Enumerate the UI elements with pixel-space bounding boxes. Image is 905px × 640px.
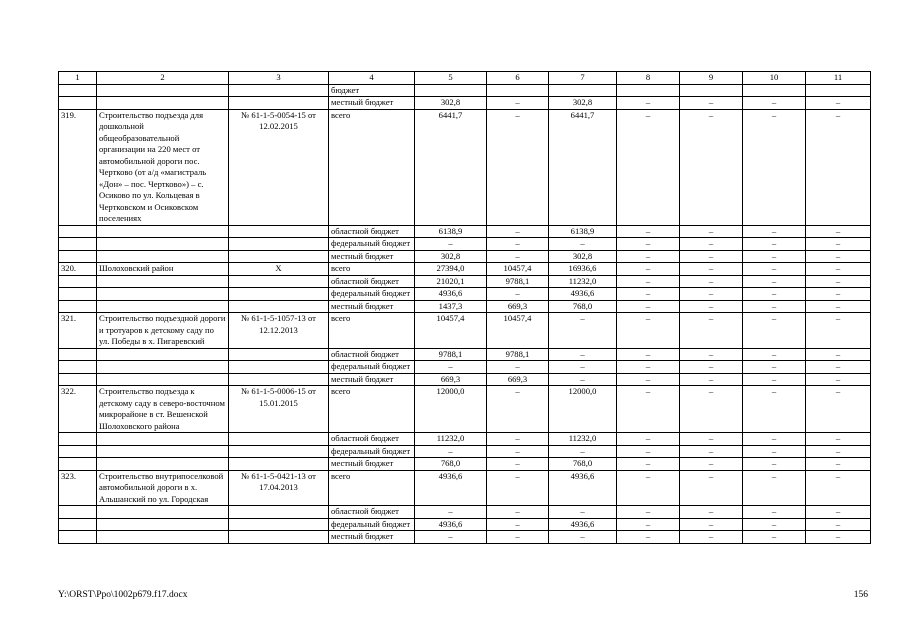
column-header-6: 6: [487, 72, 549, 85]
table-cell: –: [549, 238, 617, 251]
table-cell: 768,0: [549, 458, 617, 471]
table-cell: [59, 373, 97, 386]
table-cell: –: [743, 313, 806, 349]
table-cell: –: [680, 348, 743, 361]
table-cell: [59, 531, 97, 544]
table-cell: 768,0: [549, 300, 617, 313]
table-cell: 11232,0: [415, 433, 487, 446]
table-cell: 1437,3: [415, 300, 487, 313]
table-cell: [97, 361, 229, 374]
table-cell: местный бюджет: [329, 458, 415, 471]
table-cell: [743, 84, 806, 97]
table-cell: [229, 97, 329, 110]
table-cell: –: [415, 531, 487, 544]
table-cell: –: [680, 361, 743, 374]
table-cell: –: [487, 225, 549, 238]
table-cell: –: [806, 288, 871, 301]
table-row: [59, 348, 871, 361]
table-cell: –: [617, 97, 680, 110]
table-cell: 323.: [59, 470, 97, 506]
table-cell: областной бюджет: [329, 506, 415, 519]
table-cell: –: [549, 531, 617, 544]
table-cell: [97, 97, 229, 110]
table-cell: –: [806, 238, 871, 251]
table-cell: [229, 250, 329, 263]
table-cell: –: [617, 458, 680, 471]
table-row: [59, 433, 871, 446]
table-cell: [97, 445, 229, 458]
table-cell: –: [617, 238, 680, 251]
table-cell: 9788,1: [415, 348, 487, 361]
table-cell: 669,3: [487, 373, 549, 386]
table-cell: [59, 84, 97, 97]
table-row: [59, 109, 871, 225]
table-cell: –: [806, 386, 871, 433]
table-cell: [97, 458, 229, 471]
table-cell: [97, 288, 229, 301]
table-row: [59, 275, 871, 288]
column-header-2: 2: [97, 72, 229, 85]
table-cell: всего: [329, 470, 415, 506]
table-cell: –: [617, 109, 680, 225]
column-header-3: 3: [229, 72, 329, 85]
table-cell: 6138,9: [549, 225, 617, 238]
table-cell: [617, 84, 680, 97]
table-cell: [97, 373, 229, 386]
table-cell: местный бюджет: [329, 97, 415, 110]
table-cell: –: [806, 361, 871, 374]
table-cell: –: [617, 386, 680, 433]
table-cell: –: [549, 348, 617, 361]
table-cell: –: [680, 288, 743, 301]
table-cell: –: [415, 361, 487, 374]
table-cell: –: [549, 445, 617, 458]
table-cell: –: [743, 433, 806, 446]
table-cell: № 61-1-5-0421-13 от 17.04.2013: [229, 470, 329, 506]
table-cell: –: [743, 458, 806, 471]
column-header-5: 5: [415, 72, 487, 85]
table-cell: [680, 84, 743, 97]
table-cell: всего: [329, 313, 415, 349]
table-cell: 302,8: [415, 250, 487, 263]
table-cell: –: [549, 506, 617, 519]
table-cell: [59, 97, 97, 110]
table-cell: местный бюджет: [329, 300, 415, 313]
table-cell: –: [806, 470, 871, 506]
table-cell: областной бюджет: [329, 348, 415, 361]
table-cell: [59, 458, 97, 471]
table-cell: 6441,7: [415, 109, 487, 225]
table-cell: –: [743, 445, 806, 458]
table-cell: 4936,6: [415, 288, 487, 301]
table-cell: [97, 300, 229, 313]
table-cell: федеральный бюджет: [329, 518, 415, 531]
table-cell: –: [617, 313, 680, 349]
table-cell: –: [806, 506, 871, 519]
table-cell: [59, 238, 97, 251]
table-cell: 4936,6: [415, 518, 487, 531]
table-cell: –: [680, 373, 743, 386]
table-cell: 320.: [59, 263, 97, 276]
table-cell: –: [415, 506, 487, 519]
table-row: [59, 470, 871, 506]
table-cell: –: [617, 373, 680, 386]
table-cell: [229, 84, 329, 97]
table-cell: –: [680, 263, 743, 276]
table-cell: –: [743, 506, 806, 519]
table-cell: –: [617, 518, 680, 531]
table-cell: –: [806, 275, 871, 288]
table-cell: 302,8: [549, 97, 617, 110]
table-cell: –: [743, 361, 806, 374]
table-cell: [415, 84, 487, 97]
table-body: [59, 84, 871, 543]
table-cell: [549, 84, 617, 97]
table-cell: Строительство подъезда для дошкольной общеобразовательной организации на 220 мест от автомобильной дороги пос. Чертково (от а/д «магистраль «Дон» – пос. Чертково») – с. Осиково по ул. Кольцевая в Чертковском и Осиковском поселениях: [97, 109, 229, 225]
table-row: [59, 361, 871, 374]
table-cell: –: [806, 300, 871, 313]
table-cell: № 61-1-5-0054-15 от 12.02.2015: [229, 109, 329, 225]
table-cell: 9788,1: [487, 348, 549, 361]
table-cell: местный бюджет: [329, 250, 415, 263]
table-cell: 10457,4: [487, 263, 549, 276]
table-cell: [59, 518, 97, 531]
table-cell: –: [680, 238, 743, 251]
table-row: [59, 506, 871, 519]
table-cell: –: [743, 275, 806, 288]
table-cell: –: [743, 348, 806, 361]
table-cell: [229, 238, 329, 251]
table-row: [59, 225, 871, 238]
table-cell: 10457,4: [487, 313, 549, 349]
table-cell: [229, 348, 329, 361]
table-cell: –: [743, 263, 806, 276]
table-cell: Шолоховский район: [97, 263, 229, 276]
table-cell: всего: [329, 263, 415, 276]
table-cell: [97, 433, 229, 446]
table-cell: –: [487, 109, 549, 225]
table-cell: –: [680, 433, 743, 446]
table-cell: –: [680, 506, 743, 519]
table-cell: –: [806, 348, 871, 361]
table-cell: –: [617, 470, 680, 506]
table-cell: –: [806, 225, 871, 238]
table-cell: 11232,0: [549, 275, 617, 288]
table-cell: –: [743, 470, 806, 506]
table-cell: областной бюджет: [329, 225, 415, 238]
column-header-7: 7: [549, 72, 617, 85]
table-cell: –: [743, 288, 806, 301]
table-cell: [229, 531, 329, 544]
table-cell: –: [743, 250, 806, 263]
table-cell: [229, 373, 329, 386]
column-header-9: 9: [680, 72, 743, 85]
table-row: [59, 386, 871, 433]
table-cell: –: [617, 250, 680, 263]
table-cell: –: [617, 263, 680, 276]
table-cell: 321.: [59, 313, 97, 349]
table-cell: 4936,6: [415, 470, 487, 506]
table-cell: [59, 288, 97, 301]
table-cell: –: [680, 97, 743, 110]
table-cell: –: [415, 238, 487, 251]
table-cell: [59, 250, 97, 263]
table-row: [59, 531, 871, 544]
table-cell: 319.: [59, 109, 97, 225]
table-row: [59, 263, 871, 276]
table-cell: –: [617, 275, 680, 288]
table-cell: –: [743, 373, 806, 386]
table-cell: 669,3: [487, 300, 549, 313]
column-header-4: 4: [329, 72, 415, 85]
table-cell: [97, 348, 229, 361]
table-cell: 12000,0: [415, 386, 487, 433]
table-cell: –: [617, 445, 680, 458]
table-cell: [59, 433, 97, 446]
table-cell: Строительство внутрипоселковой автомобильной дороги в х. Альшанский по ул. Городская: [97, 470, 229, 506]
table-cell: –: [487, 97, 549, 110]
table-cell: –: [549, 361, 617, 374]
table-cell: –: [617, 288, 680, 301]
table-cell: 10457,4: [415, 313, 487, 349]
table-cell: –: [806, 531, 871, 544]
table-cell: [59, 506, 97, 519]
table-cell: –: [743, 300, 806, 313]
table-cell: –: [680, 275, 743, 288]
table-cell: –: [487, 445, 549, 458]
table-row: [59, 288, 871, 301]
table-cell: 669,3: [415, 373, 487, 386]
table-cell: [229, 225, 329, 238]
table-row: [59, 518, 871, 531]
table-cell: –: [487, 250, 549, 263]
table-cell: –: [680, 109, 743, 225]
table-cell: –: [487, 288, 549, 301]
table-cell: 4936,6: [549, 470, 617, 506]
table-cell: –: [549, 373, 617, 386]
file-path: Y:\ORST\Ppo\1002p679.f17.docx: [58, 590, 188, 600]
table-row: [59, 238, 871, 251]
table-cell: [806, 84, 871, 97]
table-cell: –: [743, 386, 806, 433]
table-cell: –: [487, 506, 549, 519]
table-cell: [229, 518, 329, 531]
table-cell: федеральный бюджет: [329, 288, 415, 301]
table-cell: 27394,0: [415, 263, 487, 276]
table-cell: Строительство подъезда к детскому саду в северо-восточном микрорайоне в ст. Вешенской Шолоховского района: [97, 386, 229, 433]
table-cell: –: [680, 313, 743, 349]
table-cell: № 61-1-5-0006-15 от 15.01.2015: [229, 386, 329, 433]
table-cell: –: [743, 238, 806, 251]
table-cell: [229, 288, 329, 301]
table-cell: [59, 361, 97, 374]
table-cell: –: [680, 470, 743, 506]
table-cell: федеральный бюджет: [329, 238, 415, 251]
budget-table: [58, 71, 871, 544]
table-cell: –: [806, 373, 871, 386]
page-number: 156: [853, 590, 868, 600]
table-cell: –: [806, 263, 871, 276]
table-cell: [97, 275, 229, 288]
table-cell: –: [487, 238, 549, 251]
table-cell: всего: [329, 109, 415, 225]
table-cell: [229, 445, 329, 458]
table-cell: местный бюджет: [329, 373, 415, 386]
table-cell: –: [487, 518, 549, 531]
table-cell: [229, 275, 329, 288]
table-cell: всего: [329, 386, 415, 433]
table-cell: 302,8: [549, 250, 617, 263]
table-cell: –: [806, 518, 871, 531]
table-cell: –: [617, 531, 680, 544]
table-row: [59, 445, 871, 458]
table-cell: [97, 238, 229, 251]
table-cell: –: [617, 361, 680, 374]
table-cell: –: [743, 531, 806, 544]
table-cell: [97, 518, 229, 531]
table-row: [59, 84, 871, 97]
table-header-row: [59, 72, 871, 85]
table-cell: –: [617, 433, 680, 446]
table-cell: –: [680, 300, 743, 313]
table-row: [59, 313, 871, 349]
table-cell: –: [743, 109, 806, 225]
table-row: [59, 97, 871, 110]
table-cell: [97, 250, 229, 263]
table-cell: –: [806, 313, 871, 349]
table-cell: –: [806, 109, 871, 225]
table-cell: –: [487, 470, 549, 506]
table-cell: –: [680, 458, 743, 471]
table-cell: 302,8: [415, 97, 487, 110]
column-header-1: 1: [59, 72, 97, 85]
table-cell: –: [806, 250, 871, 263]
table-cell: 322.: [59, 386, 97, 433]
table-cell: [97, 531, 229, 544]
table-cell: –: [487, 386, 549, 433]
table-cell: –: [487, 458, 549, 471]
table-cell: местный бюджет: [329, 531, 415, 544]
table-cell: –: [487, 433, 549, 446]
table-cell: [97, 225, 229, 238]
table-cell: федеральный бюджет: [329, 445, 415, 458]
table-cell: –: [743, 97, 806, 110]
table-cell: [59, 300, 97, 313]
table-cell: 11232,0: [549, 433, 617, 446]
table-cell: –: [415, 445, 487, 458]
table-cell: –: [617, 225, 680, 238]
table-cell: –: [806, 445, 871, 458]
table-cell: № 61-1-5-1057-13 от 12.12.2013: [229, 313, 329, 349]
table-cell: областной бюджет: [329, 275, 415, 288]
table-cell: [97, 506, 229, 519]
table-cell: [229, 300, 329, 313]
table-cell: –: [680, 250, 743, 263]
table-cell: –: [806, 433, 871, 446]
table-cell: 4936,6: [549, 518, 617, 531]
table-cell: Строительство подъездной дороги и тротуаров к детскому саду по ул. Победы в х. Пигаревский: [97, 313, 229, 349]
table-cell: 21020,1: [415, 275, 487, 288]
table-cell: 16936,6: [549, 263, 617, 276]
table-cell: 12000,0: [549, 386, 617, 433]
table-cell: 768,0: [415, 458, 487, 471]
table-cell: –: [680, 531, 743, 544]
table-cell: –: [743, 225, 806, 238]
table-cell: федеральный бюджет: [329, 361, 415, 374]
table-cell: [487, 84, 549, 97]
table-cell: –: [487, 361, 549, 374]
table-cell: –: [680, 386, 743, 433]
table-cell: бюджет: [329, 84, 415, 97]
table-cell: –: [680, 518, 743, 531]
column-header-10: 10: [743, 72, 806, 85]
table-cell: –: [487, 531, 549, 544]
table-cell: [59, 225, 97, 238]
table-cell: –: [806, 458, 871, 471]
table-cell: [59, 275, 97, 288]
table-cell: 6441,7: [549, 109, 617, 225]
table-cell: [229, 361, 329, 374]
table-cell: [229, 433, 329, 446]
table-row: [59, 373, 871, 386]
table-cell: –: [806, 97, 871, 110]
table-cell: –: [617, 300, 680, 313]
table-cell: –: [617, 348, 680, 361]
table-cell: –: [617, 506, 680, 519]
table-cell: 6138,9: [415, 225, 487, 238]
table-cell: областной бюджет: [329, 433, 415, 446]
column-header-8: 8: [617, 72, 680, 85]
table-cell: X: [229, 263, 329, 276]
table-cell: [59, 445, 97, 458]
column-header-11: 11: [806, 72, 871, 85]
table-row: [59, 250, 871, 263]
table-cell: [229, 506, 329, 519]
table-cell: [229, 458, 329, 471]
table-cell: [59, 348, 97, 361]
table-cell: 9788,1: [487, 275, 549, 288]
table-row: [59, 300, 871, 313]
table-cell: –: [549, 313, 617, 349]
table-cell: –: [680, 225, 743, 238]
table-cell: 4936,6: [549, 288, 617, 301]
table-cell: –: [680, 445, 743, 458]
table-row: [59, 458, 871, 471]
table-cell: –: [743, 518, 806, 531]
table-cell: [97, 84, 229, 97]
